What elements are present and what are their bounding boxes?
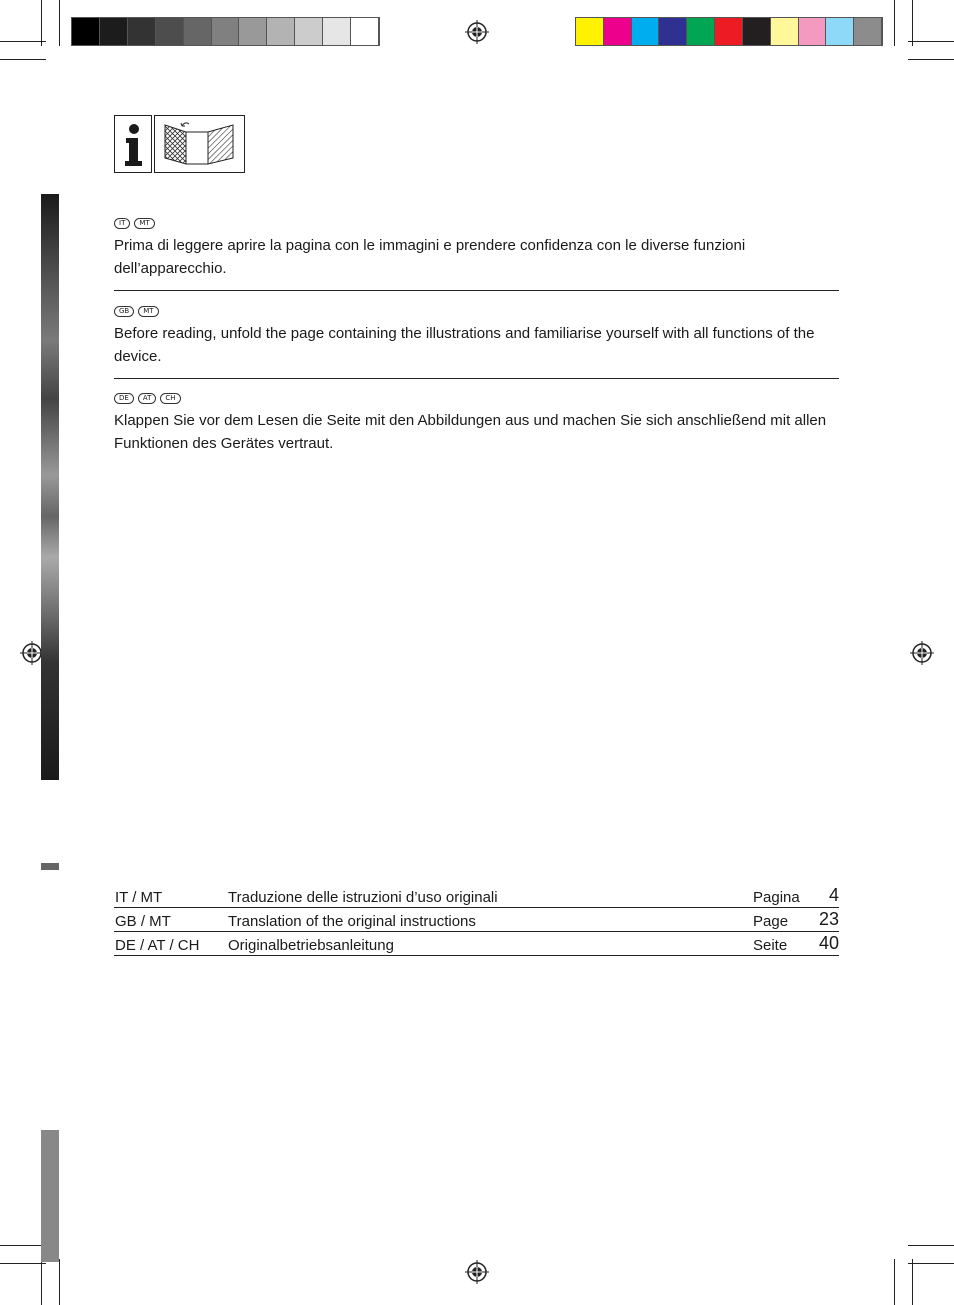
color-swatch	[826, 18, 854, 45]
color-swatch	[72, 18, 100, 45]
info-icon	[115, 116, 151, 172]
side-marker	[41, 863, 59, 870]
color-swatch	[771, 18, 799, 45]
crop-mark	[41, 0, 42, 46]
crop-mark	[908, 59, 954, 60]
toc-title: Traduzione delle istruzioni d’uso originali	[228, 889, 498, 906]
toc-page-label: Page	[753, 913, 789, 930]
notice-text-de: Klappen Sie vor dem Lesen die Seite mit den Abbildungen aus und machen Sie sich anschließend mit allen Funktionen des Gerätes vertraut.	[114, 412, 827, 452]
color-swatch	[267, 18, 295, 45]
lang-badge: MT	[134, 218, 154, 229]
color-swatch	[659, 18, 687, 45]
side-photo-strip	[41, 194, 59, 780]
crop-mark	[59, 0, 60, 46]
color-swatch	[351, 18, 379, 45]
lang-badge: DE	[114, 393, 134, 404]
color-swatch	[184, 18, 212, 45]
registration-mark-icon	[465, 20, 489, 44]
notice-text-gb: Before reading, unfold the page containing the illustrations and familiarise yourself with all functions of the device.	[114, 325, 815, 365]
color-swatch	[156, 18, 184, 45]
toc-page-label: Seite	[753, 937, 788, 954]
crop-mark	[912, 0, 913, 46]
language-badges	[114, 218, 155, 229]
color-swatch	[632, 18, 660, 45]
grayscale-color-bar	[71, 17, 380, 46]
toc-language: GB / MT	[115, 913, 171, 930]
toc-row[interactable]	[114, 908, 839, 932]
crop-mark	[59, 1259, 60, 1305]
toc-page-number: 40	[818, 933, 839, 953]
crop-mark	[0, 41, 46, 42]
color-swatch	[854, 18, 882, 45]
table-of-contents	[114, 884, 839, 956]
crop-mark	[894, 1259, 895, 1305]
crop-mark	[912, 1259, 913, 1305]
color-swatch	[128, 18, 156, 45]
info-icon-box	[114, 115, 152, 173]
language-badges	[114, 306, 159, 317]
lang-badge: GB	[114, 306, 134, 317]
color-swatch	[100, 18, 128, 45]
crop-mark	[41, 1259, 42, 1305]
color-swatch	[743, 18, 771, 45]
crop-mark	[908, 1263, 954, 1264]
lang-badge: CH	[160, 393, 180, 404]
unfold-page-icon-box	[154, 115, 245, 173]
color-swatch	[212, 18, 240, 45]
lang-badge: MT	[138, 306, 158, 317]
registration-mark-icon	[910, 641, 934, 665]
crop-mark	[0, 1245, 46, 1246]
color-swatch	[604, 18, 632, 45]
color-swatch	[715, 18, 743, 45]
color-swatch	[687, 18, 715, 45]
divider	[114, 378, 839, 379]
color-swatch	[576, 18, 604, 45]
unfold-page-icon	[155, 116, 244, 172]
divider	[114, 290, 839, 291]
toc-title: Originalbetriebsanleitung	[228, 937, 394, 954]
color-swatch	[799, 18, 827, 45]
toc-page-label: Pagina	[753, 889, 800, 906]
crop-mark	[894, 0, 895, 46]
toc-page-number: 4	[828, 885, 839, 905]
toc-row[interactable]	[114, 884, 839, 908]
toc-language: IT / MT	[115, 889, 163, 906]
lang-badge: AT	[138, 393, 157, 404]
color-swatch	[295, 18, 323, 45]
crop-mark	[0, 1263, 46, 1264]
toc-language: DE / AT / CH	[115, 937, 200, 954]
crop-mark	[0, 59, 46, 60]
crop-mark	[908, 1245, 954, 1246]
color-swatch	[323, 18, 351, 45]
toc-page-number: 23	[818, 909, 839, 929]
color-swatch	[239, 18, 267, 45]
lang-badge: IT	[114, 218, 130, 229]
side-marker	[41, 1130, 59, 1262]
toc-row[interactable]	[114, 932, 839, 956]
cmyk-color-bar	[575, 17, 883, 46]
language-badges	[114, 393, 181, 404]
registration-mark-icon	[465, 1260, 489, 1284]
notice-text-it: Prima di leggere aprire la pagina con le immagini e prendere confidenza con le diverse funzioni dell’apparecchio.	[114, 237, 746, 277]
crop-mark	[908, 41, 954, 42]
toc-title: Translation of the original instructions	[228, 913, 476, 930]
